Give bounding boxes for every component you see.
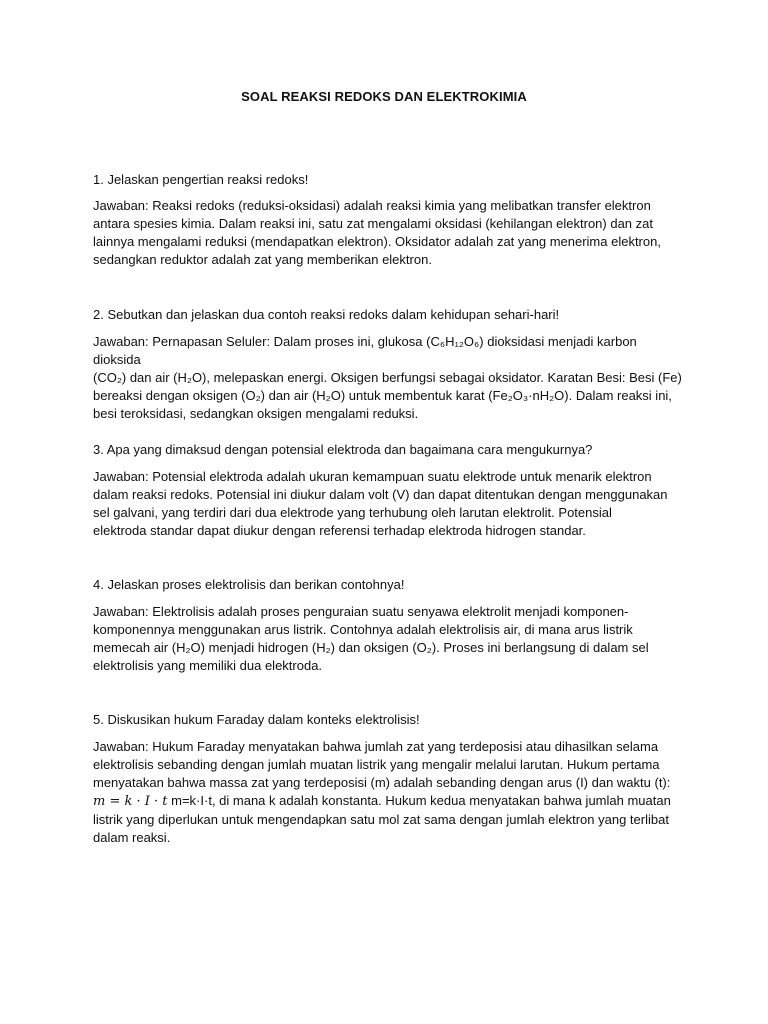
- answer-line: Jawaban: Pernapasan Seluler: Dalam proses ini, glukosa (C₆H₁₂O₆) dioksidasi menjadi karbon dioksida: [93, 334, 637, 367]
- answer-line: bereaksi dengan oksigen (O₂) dan air (H₂O) untuk membentuk karat (Fe₂O₃·nH₂O). Dalam reaksi ini,: [93, 388, 672, 403]
- answer-1: [93, 197, 683, 269]
- answer-line: komponennya menggunakan arus listrik. Contohnya adalah elektrolisis air, di mana arus listrik: [93, 622, 633, 637]
- answer-line: sedangkan reduktor adalah zat yang memberikan elektron.: [93, 252, 432, 267]
- question-1: 1. Jelaskan pengertian reaksi redoks!: [93, 172, 309, 187]
- question-2: 2. Sebutkan dan jelaskan dua contoh reaksi redoks dalam kehidupan sehari-hari!: [93, 307, 560, 322]
- answer-line: besi teroksidasi, sedangkan oksigen mengalami reduksi.: [93, 406, 419, 421]
- question-5: 5. Diskusikan hukum Faraday dalam konteks elektrolisis!: [93, 712, 420, 727]
- answer-line: Jawaban: Hukum Faraday menyatakan bahwa jumlah zat yang terdeposisi atau dihasilkan selama: [93, 739, 659, 754]
- answer-5: [93, 738, 683, 847]
- answer-line: dalam reaksi.: [93, 830, 171, 845]
- answer-line: (CO₂) dan air (H₂O), melepaskan energi. Oksigen berfungsi sebagai oksidator. Karatan Besi: Besi (Fe): [93, 370, 682, 385]
- question-3: 3. Apa yang dimaksud dengan potensial elektroda dan bagaimana cara mengukurnya?: [93, 442, 593, 457]
- answer-4: [93, 603, 683, 675]
- answer-line: elektrolisis sebanding dengan jumlah muatan listrik yang mengalir melalui larutan. Hukum pertama: [93, 757, 660, 772]
- answer-line: antara spesies kimia. Dalam reaksi ini, satu zat mengalami oksidasi (kehilangan elektron) dan zat: [93, 216, 653, 231]
- answer-line: memecah air (H₂O) menjadi hidrogen (H₂) dan oksigen (O₂). Proses ini berlangsung di dalam sel: [93, 640, 649, 655]
- answer-line: lainnya mengalami reduksi (mendapatkan elektron). Oksidator adalah zat yang menerima elektron,: [93, 234, 661, 249]
- answer-line: sel galvani, yang terdiri dari dua elektrode yang terhubung oleh larutan elektrolit. Potensial: [93, 505, 612, 520]
- answer-line: listrik yang diperlukan untuk mengendapkan satu mol zat sama dengan jumlah elektron yang terlibat: [93, 812, 669, 827]
- answer-line: Jawaban: Potensial elektroda adalah ukuran kemampuan suatu elektrode untuk menarik elektron: [93, 469, 652, 484]
- answer-line-text: m=k·I·t, di mana k adalah konstanta. Hukum kedua menyatakan bahwa jumlah muatan: [171, 793, 671, 808]
- answer-line: menyatakan bahwa massa zat yang terdeposisi (m) adalah sebanding dengan arus (I) dan waktu (t):: [93, 775, 671, 790]
- answer-line: dalam reaksi redoks. Potensial ini diukur dalam volt (V) dan dapat ditentukan dengan menggunakan: [93, 487, 668, 502]
- answer-3: [93, 468, 683, 540]
- formula: m = k · I · t: [93, 794, 168, 809]
- answer-line: elektroda standar dapat diukur dengan referensi terhadap elektroda hidrogen standar.: [93, 523, 586, 538]
- document-title: SOAL REAKSI REDOKS DAN ELEKTROKIMIA: [241, 89, 527, 104]
- answer-line: elektrolisis yang memiliki dua elektroda.: [93, 658, 323, 673]
- answer-line: Jawaban: Reaksi redoks (reduksi-oksidasi) adalah reaksi kimia yang melibatkan transfer elektron: [93, 198, 651, 213]
- answer-2: [93, 333, 683, 423]
- answer-line-formula: [93, 792, 683, 811]
- answer-line: Jawaban: Elektrolisis adalah proses penguraian suatu senyawa elektrolit menjadi komponen-: [93, 604, 629, 619]
- question-4: 4. Jelaskan proses elektrolisis dan berikan contohnya!: [93, 577, 405, 592]
